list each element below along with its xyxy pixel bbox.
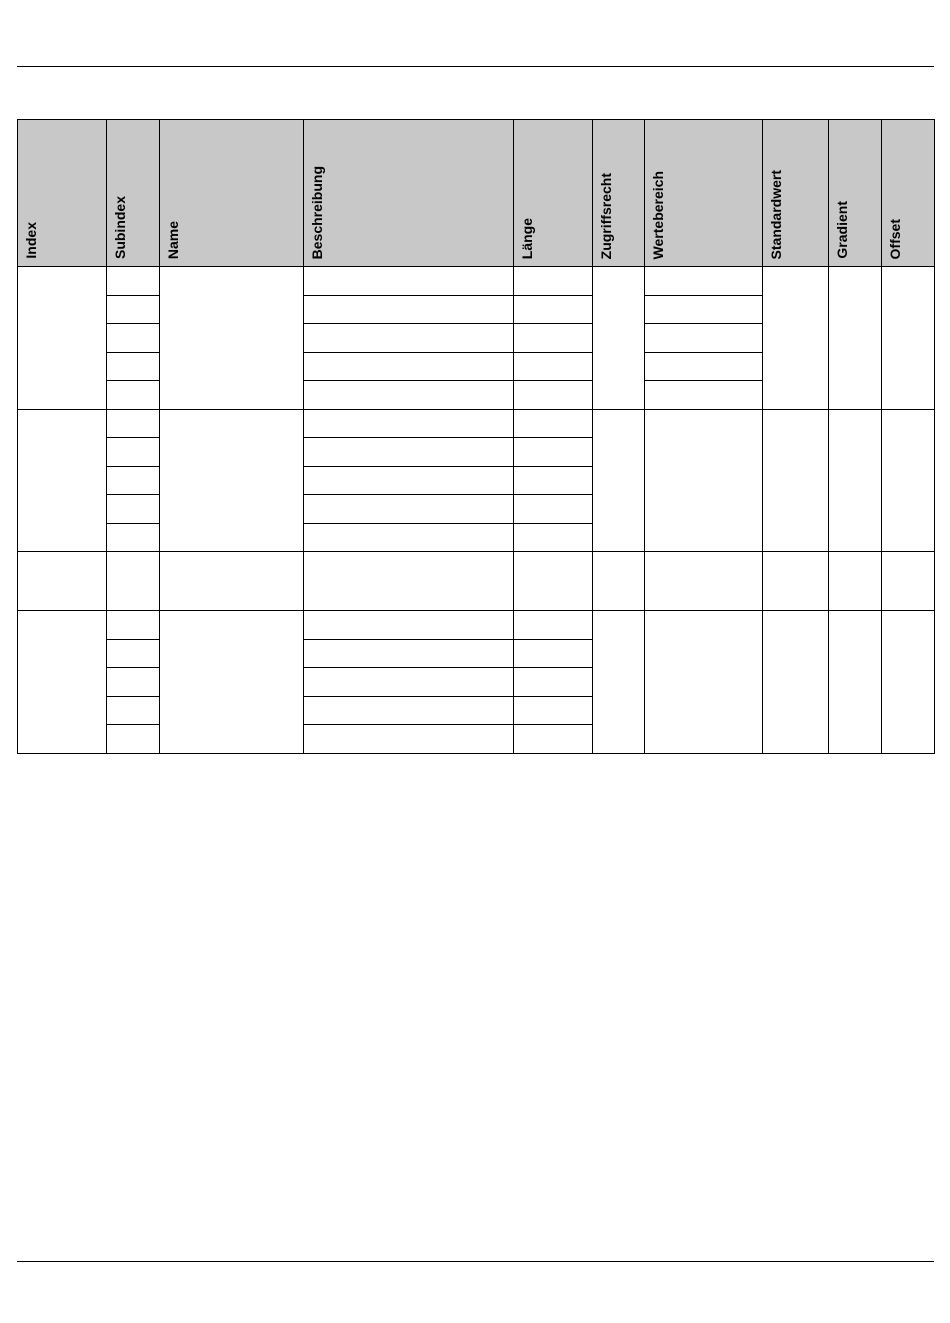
column-header-label: Zugriffsrecht	[598, 172, 614, 259]
table-row	[18, 552, 935, 611]
table-cell	[107, 552, 160, 611]
table-cell	[160, 409, 304, 552]
column-header-label: Wertebereich	[650, 170, 666, 259]
column-header-index	[18, 120, 107, 267]
table-cell	[763, 409, 829, 552]
column-header-standardwert	[763, 120, 829, 267]
table-cell	[304, 668, 514, 697]
table-cell	[514, 495, 593, 524]
column-header-zugriffsrecht	[593, 120, 645, 267]
table-cell	[829, 552, 882, 611]
table-cell	[829, 267, 882, 410]
table-cell	[107, 438, 160, 467]
column-header-label: Standardwert	[768, 169, 784, 259]
table-cell	[882, 611, 935, 754]
table-cell	[107, 267, 160, 296]
table-cell	[304, 352, 514, 381]
column-header-label: Gradient	[834, 201, 850, 259]
table-cell	[304, 438, 514, 467]
table-cell	[645, 611, 763, 754]
table-cell	[514, 668, 593, 697]
table-cell	[514, 552, 593, 611]
table-cell	[645, 295, 763, 324]
table-cell	[107, 409, 160, 438]
table-cell	[160, 267, 304, 410]
table-cell	[882, 409, 935, 552]
table-cell	[829, 611, 882, 754]
column-header-label: Länge	[519, 217, 535, 259]
table-cell	[18, 552, 107, 611]
column-header-label: Beschreibung	[309, 165, 325, 259]
table-cell	[304, 381, 514, 410]
table-cell	[514, 409, 593, 438]
table-cell	[304, 409, 514, 438]
footer-rule	[17, 1261, 934, 1262]
table-cell	[107, 523, 160, 552]
column-header-offset	[882, 120, 935, 267]
table-cell	[304, 495, 514, 524]
table-cell	[593, 409, 645, 552]
column-header-label: Offset	[887, 218, 903, 259]
column-header-label: Index	[23, 222, 39, 259]
table-cell	[304, 552, 514, 611]
table-cell	[107, 324, 160, 353]
table-cell	[304, 523, 514, 552]
table-row	[18, 267, 935, 296]
table-cell	[107, 611, 160, 640]
table-cell	[514, 725, 593, 754]
table-cell	[645, 352, 763, 381]
table-cell	[304, 611, 514, 640]
column-header-subindex	[107, 120, 160, 267]
table-cell	[514, 696, 593, 725]
object-table	[17, 119, 935, 754]
table-cell	[514, 438, 593, 467]
table-cell	[645, 381, 763, 410]
table-header-row	[18, 120, 935, 267]
table-cell	[107, 495, 160, 524]
table-cell	[107, 381, 160, 410]
column-header-wertebereich	[645, 120, 763, 267]
table-cell	[304, 295, 514, 324]
table-cell	[514, 523, 593, 552]
table-cell	[593, 552, 645, 611]
table-cell	[107, 696, 160, 725]
table-cell	[304, 696, 514, 725]
table-cell	[107, 639, 160, 668]
table-cell	[514, 381, 593, 410]
column-header-label: Name	[165, 220, 181, 259]
table-cell	[304, 466, 514, 495]
table-cell	[107, 352, 160, 381]
table-cell	[882, 552, 935, 611]
table-cell	[160, 552, 304, 611]
table-cell	[304, 725, 514, 754]
table-cell	[593, 267, 645, 410]
table-cell	[763, 552, 829, 611]
table-row	[18, 409, 935, 438]
table-cell	[645, 324, 763, 353]
table-cell	[304, 267, 514, 296]
table-cell	[763, 267, 829, 410]
table-cell	[514, 466, 593, 495]
column-header-gradient	[829, 120, 882, 267]
table-cell	[160, 611, 304, 754]
table-cell	[514, 352, 593, 381]
table-cell	[304, 324, 514, 353]
table-cell	[645, 552, 763, 611]
table-cell	[304, 639, 514, 668]
table-cell	[514, 295, 593, 324]
table-cell	[882, 267, 935, 410]
column-header-label: Subindex	[112, 195, 128, 259]
header-rule	[17, 66, 934, 67]
table-cell	[593, 611, 645, 754]
column-header-beschreibung	[304, 120, 514, 267]
table-cell	[107, 466, 160, 495]
table-cell	[18, 611, 107, 754]
table-cell	[18, 267, 107, 410]
table-cell	[514, 267, 593, 296]
table-cell	[645, 409, 763, 552]
table-cell	[645, 267, 763, 296]
table-cell	[829, 409, 882, 552]
table-cell	[18, 409, 107, 552]
table-cell	[514, 639, 593, 668]
table-cell	[107, 668, 160, 697]
column-header-name	[160, 120, 304, 267]
column-header-laenge	[514, 120, 593, 267]
table-row	[18, 611, 935, 640]
table-cell	[514, 324, 593, 353]
table-cell	[514, 611, 593, 640]
table-cell	[763, 611, 829, 754]
table-cell	[107, 295, 160, 324]
table-cell	[107, 725, 160, 754]
